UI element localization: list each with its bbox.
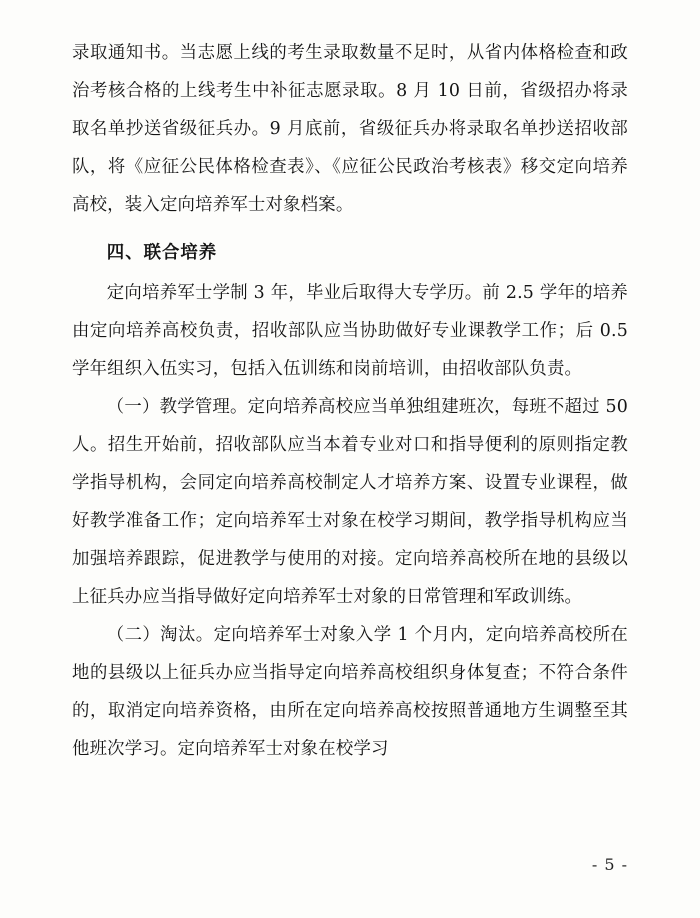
document-body — [72, 34, 628, 768]
paragraph-teaching-management: （一）教学管理。定向培养高校应当单独组建班次，每班不超过 50 人。招生开始前，招收部队应当本着专业对口和指导便利的原则指定教学指导机构，会同定向培养高校制定人才培养方案、设置专业课程，做好教学准备工作；定向培养军士对象在校学习期间，教学指导机构应当加强培养跟踪，促进教学与使用的对接。定向培养高校所在地的县级以上征兵办应当指导做好定向培养军士对象的日常管理和军政训练。 — [72, 397, 628, 607]
page-number: - 5 - — [591, 855, 628, 874]
section-heading-four: 四、联合培养 — [106, 243, 218, 263]
paragraph-joint-training-overview: 定向培养军士学制 3 年，毕业后取得大专学历。前 2.5 学年的培养由定向培养高校负责，招收部队应当协助做好专业课教学工作；后 0.5 学年组织入伍实习，包括入伍训练和岗前培训，由招收部队负责。 — [72, 283, 628, 379]
paragraph-elimination: （二）淘汰。定向培养军士对象入学 1 个月内，定向培养高校所在地的县级以上征兵办应当指导定向培养高校组织身体复查；不符合条件的，取消定向培养资格，由所在定向培养高校按照普通地方生调整至其他班次学习。定向培养军士对象在校学习 — [72, 625, 628, 759]
paragraph-continuation: 录取通知书。当志愿上线的考生录取数量不足时，从省内体格检查和政治考核合格的上线考生中补征志愿录取。8 月 10 日前，省级招办将录取名单抄送省级征兵办。9 月底前，省级征兵办将录取名单抄送招收部队，将《应征公民体格检查表》、《应征公民政治考核表》移交定向培养高校，装入定向培养军士对象档案。 — [72, 43, 628, 215]
paragraph-spacer — [72, 224, 628, 228]
